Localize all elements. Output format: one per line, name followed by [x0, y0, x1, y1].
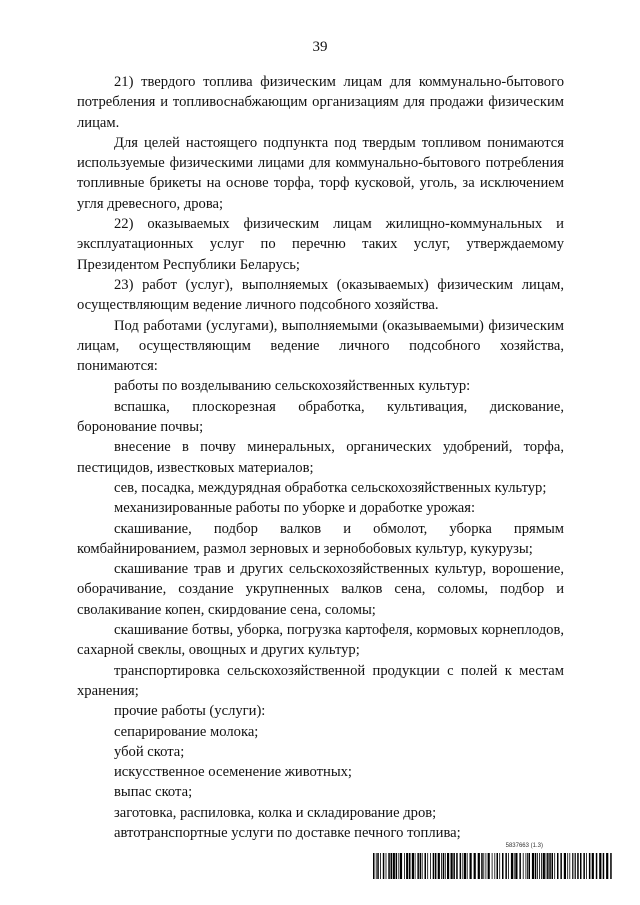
paragraph: 21) твердого топлива физическим лицам для коммунально-бытового потребления и топливоснабжающим организациям для продажи физическим лицам. [77, 74, 564, 131]
paragraph: искусственное осеменение животных; [114, 764, 352, 781]
paragraph: механизированные работы по уборке и доработке урожая: [114, 500, 476, 517]
paragraph: 23) работ (услуг), выполняемых (оказываемых) физическим лицам, осуществляющим ведение личного подсобного хозяйства. [77, 276, 564, 314]
paragraph: выпас скота; [114, 784, 193, 801]
paragraph: автотранспортные услуги по доставке печного топлива; [114, 824, 461, 841]
barcode-label: 5837663 (1.3) [505, 843, 543, 849]
paragraph: Под работами (услугами), выполняемыми (оказываемыми) физическим лицам, осуществляющим ведение личного подсобного хозяйства, понимаются: [77, 317, 564, 375]
paragraph: Для целей настоящего подпункта под твердым топливом понимаются используемые физическими лицами для коммунально-бытового потребления топливные брикеты на основе торфа, торф кусковой, уголь, за исключением угля древесного, дрова; [77, 134, 564, 212]
paragraph: скашивание ботвы, уборка, погрузка картофеля, кормовых корнеплодов, сахарной свеклы, овощных и других культур; [77, 622, 564, 659]
barcode-icon [373, 853, 613, 879]
paragraph: транспортировка сельскохозяйственной продукции с полей к местам хранения; [77, 662, 564, 699]
paragraph: сепарирование молока; [114, 723, 259, 740]
paragraph: скашивание, подбор валков и обмолот, уборка прямым комбайнированием, размол зерновых и зернобобовых культур, кукурузы; [77, 520, 564, 557]
barcode-block [373, 843, 613, 883]
paragraph: сев, посадка, междурядная обработка сельскохозяйственных культур; [114, 479, 547, 496]
paragraph: заготовка, распиловка, колка и складирование дров; [114, 804, 437, 821]
paragraph: скашивание трав и других сельскохозяйственных культур, ворошение, оборачивание, создание укрупненных валков сена, соломы, подбор и сволакивание копен, скирдование сена, соломы; [77, 561, 564, 618]
paragraph: вспашка, плоскорезная обработка, культивация, дискование, боронование почвы; [77, 398, 564, 436]
paragraph: 22) оказываемых физическим лицам жилищно-коммунальных и эксплуатационных услуг по перечню таких услуг, утверждаемому Президентом Республики Беларусь; [77, 216, 564, 273]
paragraph: убой скота; [114, 743, 185, 760]
paragraph: прочие работы (услуги): [114, 703, 266, 720]
page-number: 39 [312, 39, 328, 55]
paragraph: работы по возделыванию сельскохозяйственных культур: [114, 378, 471, 395]
document-body [77, 72, 564, 843]
paragraph: внесение в почву минеральных, органических удобрений, торфа, пестицидов, известковых материалов; [77, 439, 564, 476]
